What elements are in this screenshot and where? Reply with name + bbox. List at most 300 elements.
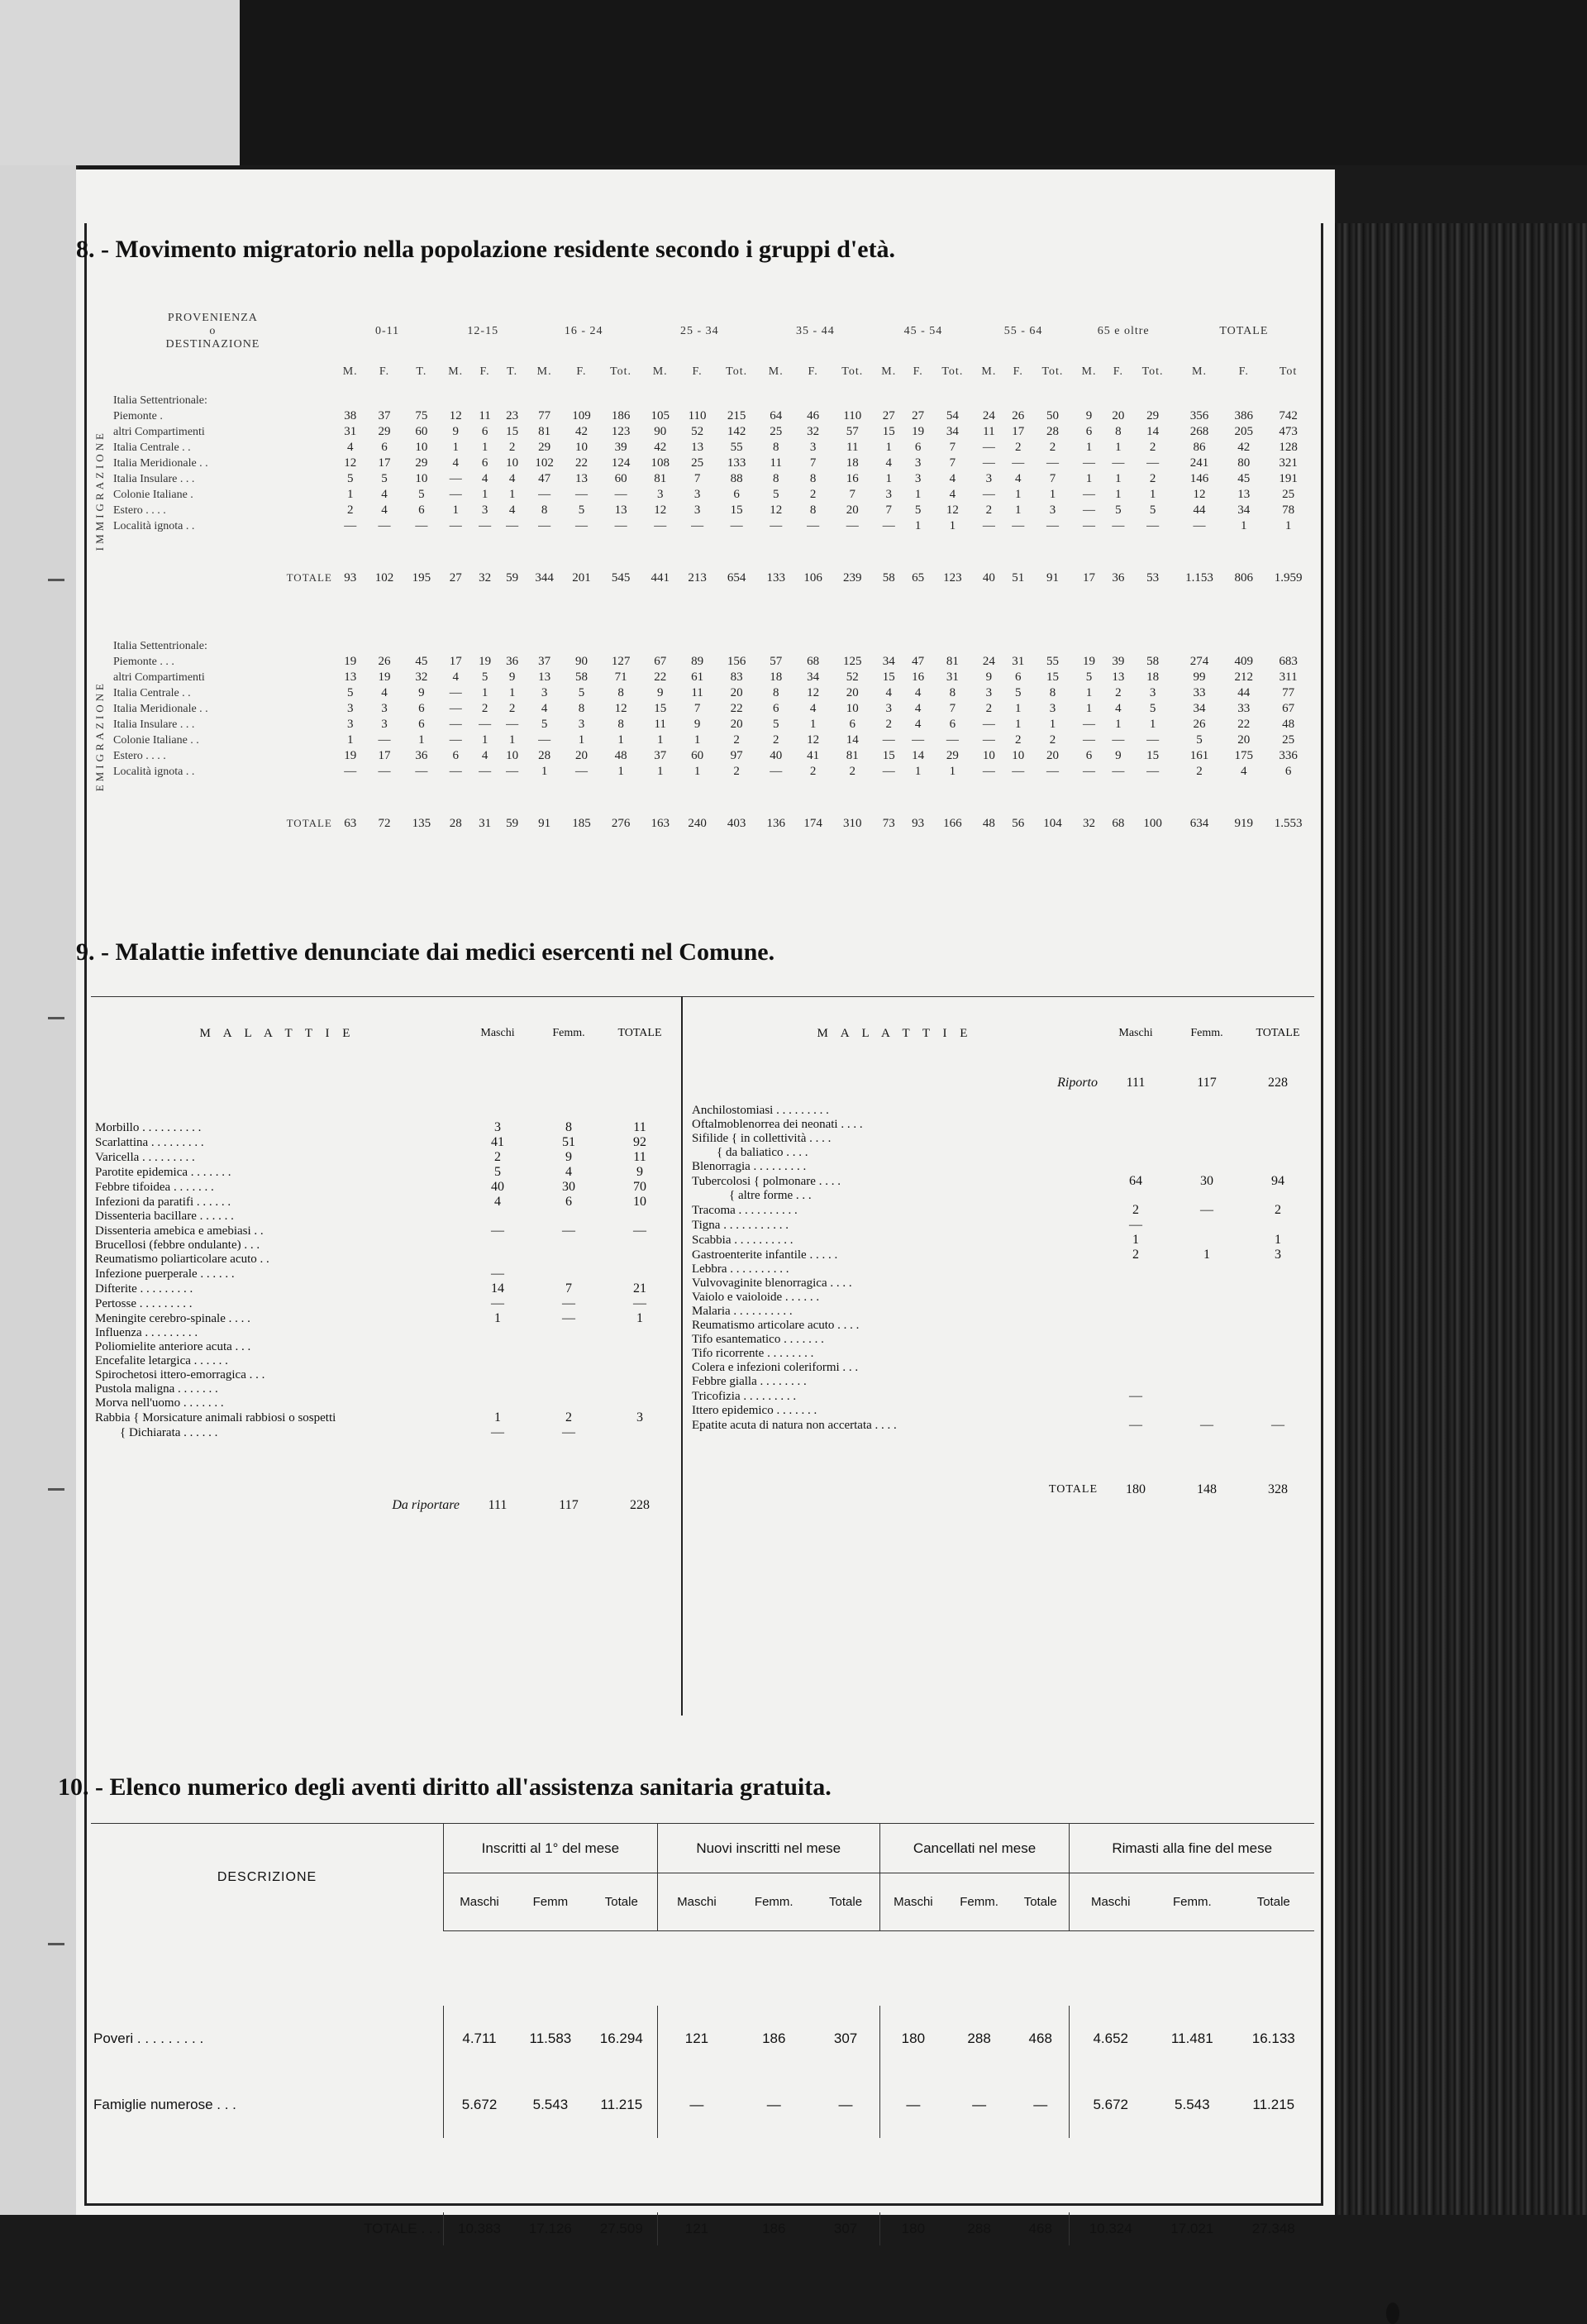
cell-value: 7: [849, 488, 855, 501]
row-label: Località ignota . .: [113, 519, 195, 532]
cell-value: —: [846, 519, 859, 532]
left-page-edge: [0, 165, 79, 2215]
cell-value: 108: [651, 456, 670, 470]
total-value: 403: [727, 816, 746, 830]
cell-value: 6: [773, 702, 779, 715]
cell-value: 31: [946, 670, 959, 684]
cell-value: —: [449, 472, 462, 485]
cell-value: 80: [1237, 456, 1251, 470]
cell-value: 356: [1189, 409, 1209, 422]
disease-row: [93, 1340, 675, 1354]
cell-value: 24: [982, 655, 995, 668]
group-label-text: EMIGRAZIONE: [93, 680, 106, 792]
disease-value: 1: [494, 1311, 501, 1325]
disease-value: [1100, 1404, 1171, 1418]
cell-value: [1074, 638, 1105, 654]
cell-value: 5: [481, 670, 488, 684]
cell-value: [1132, 393, 1173, 408]
disease-value: 5: [494, 1165, 501, 1179]
cell-value: 4: [1241, 765, 1247, 778]
cell-value: 19: [344, 655, 357, 668]
disease-value: [1171, 1333, 1242, 1347]
disease-value: [604, 1382, 675, 1396]
disease-label: Rabbia { Morsicature animali rabbiosi o sospetti: [95, 1410, 336, 1424]
disease-label: Scarlattina . . . . . . . . .: [95, 1135, 204, 1149]
cell-value: [873, 393, 904, 408]
disease-value: [1171, 1160, 1242, 1174]
disease-label: Tricofizia . . . . . . . . .: [692, 1389, 797, 1403]
total-value: 36: [1112, 570, 1125, 585]
table-row: [91, 670, 1314, 685]
cell-value: 89: [691, 655, 704, 668]
cell-value: 4: [381, 686, 388, 699]
cell-value: 18: [846, 456, 859, 470]
cell-value: [932, 638, 973, 654]
disease-value: 11: [633, 1150, 646, 1164]
cell-value: —: [912, 733, 925, 747]
disease-row: [93, 1368, 675, 1382]
sub-header: M.: [1081, 365, 1097, 378]
cell-value: 5: [578, 686, 585, 699]
cell-value: 33: [1237, 702, 1251, 715]
cell-value: 25: [1282, 733, 1295, 747]
sub-header: T.: [507, 365, 518, 378]
disease-label: Gastroenterite infantile . . . . .: [692, 1248, 838, 1262]
sub-header: M.: [768, 365, 784, 378]
cell-value: 1: [346, 733, 354, 747]
cell-value: 8: [809, 472, 817, 485]
total-label: TOTALE: [286, 571, 332, 584]
disease-value: [533, 1354, 604, 1368]
cell-value: 50: [1046, 409, 1059, 422]
total-value: 27.509: [586, 2212, 658, 2245]
disease-value: —: [562, 1311, 575, 1325]
cell-value: 47: [912, 655, 925, 668]
row-label: Italia Settentrionale:: [113, 639, 207, 652]
disease-value: [1100, 1146, 1171, 1160]
disease-value: [604, 1326, 675, 1340]
disease-value: —: [491, 1296, 504, 1310]
disease-value: 2: [1132, 1203, 1139, 1217]
total-value: 307: [812, 2212, 879, 2245]
cell-value: 29: [1146, 409, 1160, 422]
cell-value: 9: [452, 425, 459, 438]
cell-value: 2: [809, 765, 817, 778]
cell-value: [716, 638, 757, 654]
cell-value: 77: [538, 409, 551, 422]
cell-value: 2: [1115, 686, 1122, 699]
cell-value: —: [506, 519, 519, 532]
total-value: 185: [572, 816, 591, 830]
group-label: [91, 638, 111, 834]
total-value: 102: [374, 570, 394, 585]
sub-header: Tot.: [726, 365, 748, 378]
cell-value: 6: [949, 718, 956, 731]
cell-value: —: [506, 718, 519, 731]
cell-value: 124: [611, 456, 631, 470]
spacer-row: [91, 589, 1314, 638]
disease-value: [604, 1368, 675, 1382]
cell-value: 25: [770, 425, 783, 438]
disease-label: Infezione puerperale . . . . . .: [95, 1267, 235, 1281]
cell-value: [757, 638, 794, 654]
cell-value: [1262, 638, 1314, 654]
disease-value: 51: [562, 1135, 575, 1149]
disease-value: [1171, 1233, 1242, 1248]
disease-value: [1171, 1218, 1242, 1233]
cell-value: 75: [415, 409, 428, 422]
table-row: [91, 638, 1314, 654]
cell-value: 1: [481, 686, 488, 699]
cell-value: [335, 638, 366, 654]
disease-row: [689, 1218, 1313, 1233]
disease-row: [689, 1262, 1313, 1277]
disease-label: Oftalmoblenorrea dei neonati . . . .: [692, 1118, 863, 1131]
disease-value: [533, 1382, 604, 1396]
cell-value: 15: [1146, 749, 1160, 762]
cell-value: 9: [418, 686, 425, 699]
cell-value: —: [449, 733, 462, 747]
cell-value: [1174, 638, 1226, 654]
total-value: 121: [684, 2220, 709, 2236]
cell-value: 1: [578, 733, 585, 747]
cell-value: 1: [1085, 686, 1093, 699]
disease-value: 10: [633, 1195, 646, 1209]
assistance-table: [91, 1823, 1314, 2245]
disease-label: Vulvovaginite blenorragica . . . .: [692, 1277, 852, 1290]
disease-value: 4: [494, 1195, 501, 1209]
disease-value: 6: [565, 1195, 572, 1209]
cell-value: 336: [1279, 749, 1298, 762]
cell-value: 1: [1115, 472, 1122, 485]
spacer-row: [91, 834, 1314, 884]
cell-value: 81: [654, 472, 667, 485]
disease-row: [93, 1410, 675, 1425]
cell-value: 3: [541, 686, 548, 699]
cell-value: [904, 393, 932, 408]
row-label: Estero . . . .: [113, 749, 166, 762]
disease-row: [93, 1224, 675, 1238]
spacer-row: [91, 1931, 1314, 2006]
disease-value: [1242, 1291, 1313, 1305]
cell-value: [1132, 638, 1173, 654]
disease-value: [533, 1238, 604, 1253]
cell-value: 307: [812, 2006, 879, 2072]
cell-value: 3: [481, 503, 488, 517]
cell-value: 2: [885, 718, 893, 731]
age-group-header: 65 e oltre: [1097, 325, 1150, 337]
cell-value: 29: [415, 456, 428, 470]
sub-header: F.: [576, 365, 587, 378]
cell-value: 28: [538, 749, 551, 762]
cell-value: 15: [882, 425, 895, 438]
disease-value: 3: [1275, 1248, 1281, 1262]
cell-value: 156: [727, 655, 746, 668]
head-malattie: M A L A T T I E: [817, 1026, 973, 1040]
disease-row: [689, 1305, 1313, 1319]
cell-value: 6: [418, 718, 425, 731]
cell-value: 4: [1015, 472, 1022, 485]
totale-femm: 148: [1197, 1482, 1217, 1496]
cell-value: 34: [1237, 503, 1251, 517]
disease-value: [1171, 1146, 1242, 1160]
total-value: 32: [1082, 816, 1095, 830]
disease-value: 64: [1129, 1174, 1142, 1188]
cell-value: 3: [809, 441, 817, 454]
age-group-header: 45 - 54: [903, 325, 943, 337]
disease-label: Sifilide { in collettività . . . .: [692, 1132, 832, 1145]
cell-value: 2: [1149, 472, 1156, 485]
cell-value: —: [807, 519, 820, 532]
disease-label: Morva nell'uomo . . . . . . .: [95, 1396, 224, 1410]
cell-value: 12: [807, 733, 820, 747]
total-value: 201: [572, 570, 591, 585]
cell-value: —: [574, 765, 588, 778]
disease-label: Dissenteria amebica e amebiasi . .: [95, 1224, 264, 1238]
disease-value: [1242, 1160, 1313, 1174]
cell-value: 6: [481, 456, 488, 470]
disease-value: [1100, 1347, 1171, 1361]
disease-value: —: [491, 1224, 504, 1238]
cell-value: [974, 393, 1005, 408]
disease-row: [689, 1104, 1313, 1118]
disease-value: [1171, 1361, 1242, 1375]
total-value: 63: [344, 816, 357, 830]
disease-value: [1242, 1132, 1313, 1146]
cell-value: [1262, 393, 1314, 408]
total-row: [91, 813, 1314, 834]
cell-value: [974, 638, 1005, 654]
cell-value: 2: [1015, 733, 1022, 747]
cell-value: 3: [693, 503, 701, 517]
row-label: Italia Insulare . . .: [113, 718, 195, 731]
disease-value: [1242, 1262, 1313, 1277]
cell-value: 14: [912, 749, 925, 762]
cell-value: 29: [378, 425, 391, 438]
row-label: Colonie Italiane .: [113, 488, 193, 501]
total-value: 59: [506, 816, 519, 830]
cell-value: 1: [1085, 472, 1093, 485]
cell-value: 8: [809, 503, 817, 517]
disease-value: 1: [494, 1410, 501, 1424]
sub-header: M.: [881, 365, 897, 378]
sub-header: F.: [379, 365, 390, 378]
cell-value: 3: [1049, 702, 1056, 715]
totale-maschi: 180: [1126, 1482, 1146, 1496]
row-label: Italia Meridionale . .: [113, 702, 208, 715]
cell-value: 15: [730, 503, 743, 517]
disease-value: [1100, 1132, 1171, 1146]
cell-value: 34: [882, 655, 895, 668]
total-value: 65: [912, 570, 925, 585]
sub-header: M.: [1192, 365, 1207, 378]
cell-value: 10: [506, 749, 519, 762]
cell-value: 5.672: [461, 2096, 498, 2112]
cell-value: 110: [843, 409, 862, 422]
cell-value: 57: [770, 655, 783, 668]
cell-value: 7: [1049, 472, 1056, 485]
cell-value: 57: [846, 425, 859, 438]
cell-value: 268: [1189, 425, 1209, 438]
cell-value: 4: [508, 472, 516, 485]
table-row: [91, 503, 1314, 518]
sub-header: M.: [342, 365, 358, 378]
sub-header: M.: [981, 365, 997, 378]
disease-label: Colera e infezioni coleriformi . . .: [692, 1361, 859, 1374]
cell-value: 5: [773, 718, 779, 731]
cell-value: [471, 393, 498, 408]
cell-value: 8: [949, 686, 956, 699]
cell-value: —: [1012, 456, 1025, 470]
cell-value: 5: [346, 686, 354, 699]
disease-label: Tigna . . . . . . . . . . .: [692, 1218, 789, 1232]
cell-value: 45: [1237, 472, 1251, 485]
cell-value: 1: [1049, 488, 1056, 501]
cell-value: —: [982, 519, 995, 532]
cell-value: 90: [574, 655, 588, 668]
cell-value: 288: [967, 2030, 991, 2046]
cell-value: 5.672: [1093, 2096, 1128, 2112]
cell-value: 1: [617, 733, 624, 747]
cell-value: 4: [914, 718, 922, 731]
disease-value: [1171, 1404, 1242, 1418]
cell-value: 4: [452, 670, 459, 684]
cell-value: 6: [1085, 749, 1093, 762]
cell-value: 42: [1237, 441, 1251, 454]
group-header: Inscritti al 1° del mese: [444, 1824, 658, 1873]
da-riportare-label: Da riportare: [392, 1498, 460, 1512]
cell-value: 12: [449, 409, 462, 422]
disease-value: [1171, 1319, 1242, 1333]
disease-value: —: [562, 1296, 575, 1310]
disease-value: [1242, 1189, 1313, 1203]
cell-value: 10: [982, 749, 995, 762]
cell-value: —: [449, 519, 462, 532]
cell-value: 28: [1046, 425, 1059, 438]
cell-value: 3: [914, 472, 922, 485]
cell-value: 16: [912, 670, 925, 684]
cell-value: 8: [773, 686, 779, 699]
cell-value: 1: [1085, 702, 1093, 715]
cell-value: 88: [730, 472, 743, 485]
cell-value: 37: [378, 409, 391, 422]
table-row: [91, 717, 1314, 733]
section-9-title: 9. - Malattie infettive denunciate dai medici esercenti nel Comune.: [76, 938, 775, 966]
cell-value: 4: [481, 749, 488, 762]
disease-label: Encefalite letargica . . . . . .: [95, 1354, 228, 1367]
cell-value: 46: [807, 409, 820, 422]
sub-header: Maschi: [879, 1873, 946, 1931]
cell-value: 3: [1149, 686, 1156, 699]
cell-value: [1174, 393, 1226, 408]
cell-value: 9: [656, 686, 664, 699]
disease-value: [462, 1382, 533, 1396]
cell-value: 12: [946, 503, 959, 517]
cell-value: 13: [538, 670, 551, 684]
head-dest-label: DESTINAZIONE: [165, 338, 260, 351]
cell-value: 4: [452, 456, 459, 470]
sub-header: Femm.: [736, 1873, 812, 1931]
cell-value: 205: [1234, 425, 1254, 438]
disease-value: [533, 1340, 604, 1354]
cell-value: 2: [1015, 441, 1022, 454]
cell-value: 102: [535, 456, 554, 470]
cell-value: 5: [1149, 503, 1156, 517]
cell-value: 23: [506, 409, 519, 422]
cell-value: 215: [727, 409, 746, 422]
cell-value: 16.133: [1251, 2030, 1295, 2046]
cell-value: 6: [481, 425, 488, 438]
disease-value: [462, 1396, 533, 1410]
right-page-edge: [1335, 223, 1587, 2215]
cell-value: —: [1112, 765, 1125, 778]
cell-value: 58: [574, 670, 588, 684]
cell-value: 1: [1149, 488, 1156, 501]
cell-value: 67: [654, 655, 667, 668]
cell-value: 12: [614, 702, 627, 715]
cell-value: 68: [807, 655, 820, 668]
cell-value: 1: [541, 765, 548, 778]
cell-value: —: [1082, 456, 1095, 470]
cell-value: 4: [381, 503, 388, 517]
cell-value: 8: [1049, 686, 1056, 699]
cell-value: 4: [949, 488, 956, 501]
cell-value: 4: [1115, 702, 1122, 715]
sub-header: F.: [808, 365, 818, 378]
row-label: altri Compartimenti: [113, 670, 205, 684]
cell-value: 1: [617, 765, 624, 778]
cell-value: —: [1012, 765, 1025, 778]
total-value: 545: [611, 570, 631, 585]
cell-value: 60: [691, 749, 704, 762]
cell-value: 1: [1015, 718, 1022, 731]
disease-value: 2: [565, 1410, 572, 1424]
disease-value: 1: [1203, 1248, 1210, 1262]
cell-value: 14: [1146, 425, 1160, 438]
cell-value: 6: [1085, 425, 1093, 438]
cell-value: 7: [885, 503, 893, 517]
cell-value: 3: [914, 456, 922, 470]
sub-header: F.: [1238, 365, 1249, 378]
cell-value: 9: [1115, 749, 1122, 762]
cell-value: 5: [541, 718, 548, 731]
sub-header: Tot.: [841, 365, 864, 378]
disease-value: [462, 1340, 533, 1354]
riporto-maschi: 111: [1126, 1076, 1146, 1090]
cell-value: [403, 393, 440, 408]
disease-value: 1: [636, 1311, 643, 1325]
cell-value: 22: [1237, 718, 1251, 731]
cell-value: 1: [452, 441, 459, 454]
cell-value: —: [538, 488, 551, 501]
sub-header: Tot.: [1141, 365, 1164, 378]
cell-value: 9: [1085, 409, 1093, 422]
diseases-table-right: [689, 1005, 1313, 1497]
total-value: 344: [535, 570, 554, 585]
disease-value: [1242, 1333, 1313, 1347]
cell-value: 4: [809, 702, 817, 715]
disease-value: [1100, 1104, 1171, 1118]
disease-value: [462, 1354, 533, 1368]
total-value: 1.553: [1274, 816, 1303, 830]
cell-value: 2: [1196, 765, 1203, 778]
cell-value: 1: [949, 765, 956, 778]
disease-value: [1242, 1305, 1313, 1319]
sub-header: Tot.: [610, 365, 632, 378]
cell-value: 7: [693, 702, 701, 715]
cell-value: 12: [654, 503, 667, 517]
cell-value: 186: [611, 409, 631, 422]
